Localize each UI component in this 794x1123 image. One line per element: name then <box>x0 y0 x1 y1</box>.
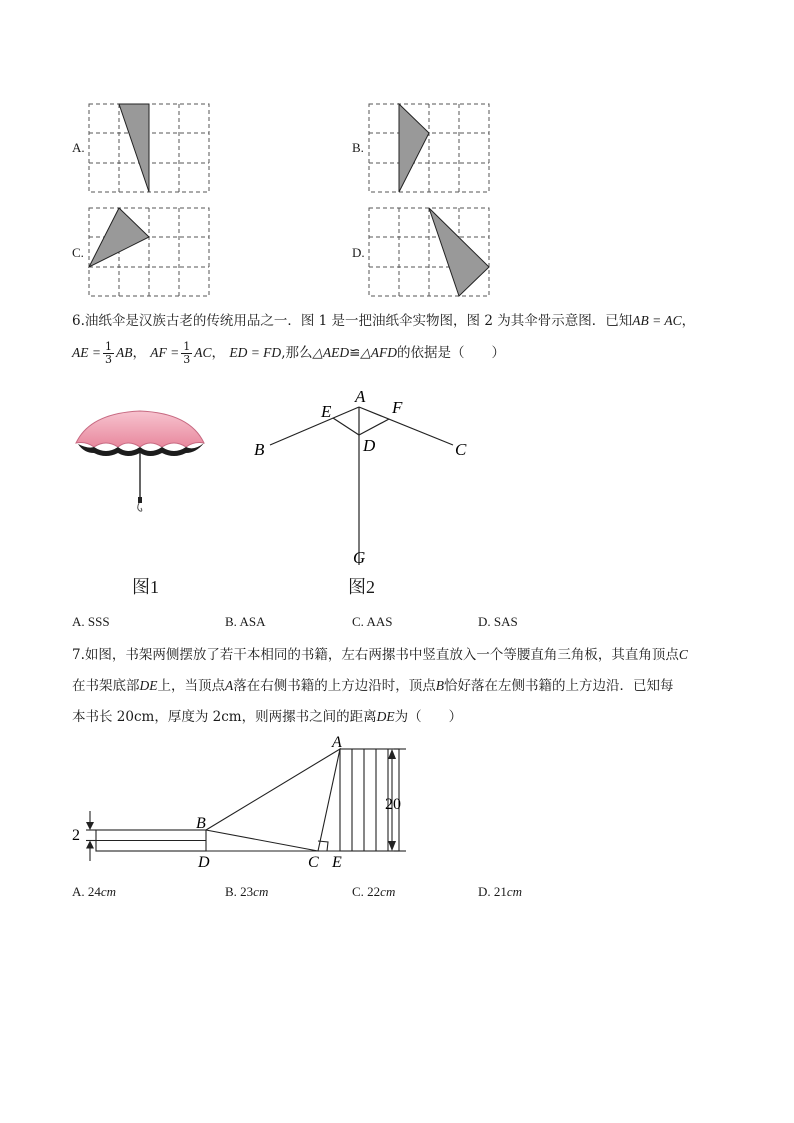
q5-option-b-label[interactable]: B. <box>352 140 364 155</box>
height-label: 20 <box>385 796 401 813</box>
q5-option-a-label[interactable]: A. <box>72 140 85 155</box>
q6-stem-line1 <box>72 306 695 336</box>
q6-triangle-afd: △AFD <box>360 345 398 360</box>
q7-stem-text-2a: 在书架底部 <box>72 678 140 694</box>
q6-congruent-symbol: ≌ <box>349 345 361 361</box>
thickness-arrowhead-down <box>86 822 94 830</box>
q6-choice-b[interactable]: B. ASA <box>225 614 266 629</box>
q5-option-a-figure[interactable] <box>88 103 212 195</box>
triangle-abc <box>206 749 340 851</box>
thickness-arrowhead-up <box>86 841 94 849</box>
q7-point-b-ref: B <box>435 678 444 693</box>
q7-stem-text: 7.如图，书架两侧摆放了若干本相同的书籍，左右两摞书中竖直放入一个等腰直角三角板，其直角顶点 <box>72 647 679 663</box>
grid-lines <box>369 104 489 192</box>
arrowhead-down <box>388 841 396 851</box>
q6-choice-a[interactable]: A. SSS <box>72 614 110 629</box>
q7-stem-line3 <box>72 702 462 732</box>
point-c-label: C <box>455 440 467 459</box>
q6-stem-question: 的依据是（ ） <box>397 345 506 361</box>
umbrella-handle <box>138 497 142 503</box>
q7-stem-line1 <box>72 640 688 670</box>
strut-fd <box>359 419 389 435</box>
point-d-label: D <box>363 436 376 455</box>
umbrella-canopy <box>76 411 204 447</box>
point-b-label: B <box>254 440 265 459</box>
q5-option-d-figure[interactable] <box>368 207 492 299</box>
figure-2-caption: 图2 <box>348 577 375 597</box>
triangle-shape <box>399 104 429 192</box>
q6-stem-line2: AE = $\frac{1}{3}$ AB， AF = $\frac{1}{3}$ AC， ED = FD,那么△AED≌△AFD的依据是（ ） <box>72 340 506 366</box>
point-e-label: E <box>332 854 342 871</box>
figure-1-caption: 图1 <box>132 577 159 597</box>
q6-ac-label: AC <box>194 345 212 360</box>
point-c-label: C <box>308 854 319 871</box>
q5-option-b-figure[interactable] <box>368 103 492 195</box>
point-f-label: F <box>392 398 403 417</box>
q7-choice-c[interactable]: C. 22cm <box>352 884 396 899</box>
bookshelf-diagram <box>66 733 416 873</box>
point-g-label: G <box>353 548 366 567</box>
q7-point-a-ref: A <box>225 678 234 693</box>
q7-de-ref-2: DE <box>376 709 395 724</box>
thickness-label: 2 <box>72 827 80 844</box>
q5-option-d-label[interactable]: D. <box>352 245 365 260</box>
q6-choice-d[interactable]: D. SAS <box>478 614 518 629</box>
q7-stem-line2 <box>72 671 674 701</box>
q7-choice-d[interactable]: D. 21cm <box>478 884 523 899</box>
q6-stem-then: ,那么 <box>281 345 313 361</box>
point-a-label: A <box>355 387 366 406</box>
q7-stem-text-3b: 为（ ） <box>394 709 463 725</box>
q6-fraction-1: $\frac{1}{3}$ <box>104 340 112 366</box>
arrowhead-up <box>388 749 396 759</box>
q7-stem-text-2b: 上，当顶点 <box>157 678 225 694</box>
q6-triangle-aed: △AED <box>312 345 350 360</box>
q6-choice-c[interactable]: C. AAS <box>352 614 393 629</box>
q7-point-c-ref: C <box>678 647 688 662</box>
q7-stem-text-2c: 落在右侧书籍的上方边沿时，顶点 <box>233 678 436 694</box>
point-a-label: A <box>332 734 342 751</box>
triangle-shape <box>429 208 489 296</box>
point-d-label: D <box>198 854 210 871</box>
q7-choice-b[interactable]: B. 23cm <box>225 884 269 899</box>
umbrella-frame-diagram <box>245 385 480 570</box>
q6-ab-label: AB <box>115 345 133 360</box>
q6-ae-label: AE = <box>72 345 101 360</box>
strut-ed <box>333 418 359 435</box>
q5-option-c-figure[interactable] <box>88 207 212 299</box>
triangle-shape <box>119 104 149 192</box>
point-b-label: B <box>196 815 206 832</box>
q6-ed-fd-label: ED = FD <box>229 345 282 360</box>
point-e-label: E <box>321 402 332 421</box>
q7-de-ref: DE <box>139 678 158 693</box>
q5-option-c-label[interactable]: C. <box>72 245 84 260</box>
umbrella-photo <box>70 405 210 520</box>
q6-condition-ab-ac: AB = AC <box>632 313 682 328</box>
q7-choice-a[interactable]: A. 24cm <box>72 884 117 899</box>
q7-stem-text-2d: 恰好落在左侧书籍的上方边沿．已知每 <box>444 678 674 694</box>
q6-stem-text: 6.油纸伞是汉族古老的传统用品之一．图 1 是一把油纸伞实物图，图 2 为其伞骨示意图．已知 <box>72 313 633 329</box>
umbrella-strap <box>138 503 142 511</box>
q6-fraction-2: $\frac{1}{3}$ <box>183 340 191 366</box>
q7-stem-text-3a: 本书长 20cm，厚度为 2cm，则两摞书之间的距离 <box>72 709 377 725</box>
q6-stem-comma: ， <box>681 313 696 329</box>
q6-af-label: AF = <box>150 345 180 360</box>
